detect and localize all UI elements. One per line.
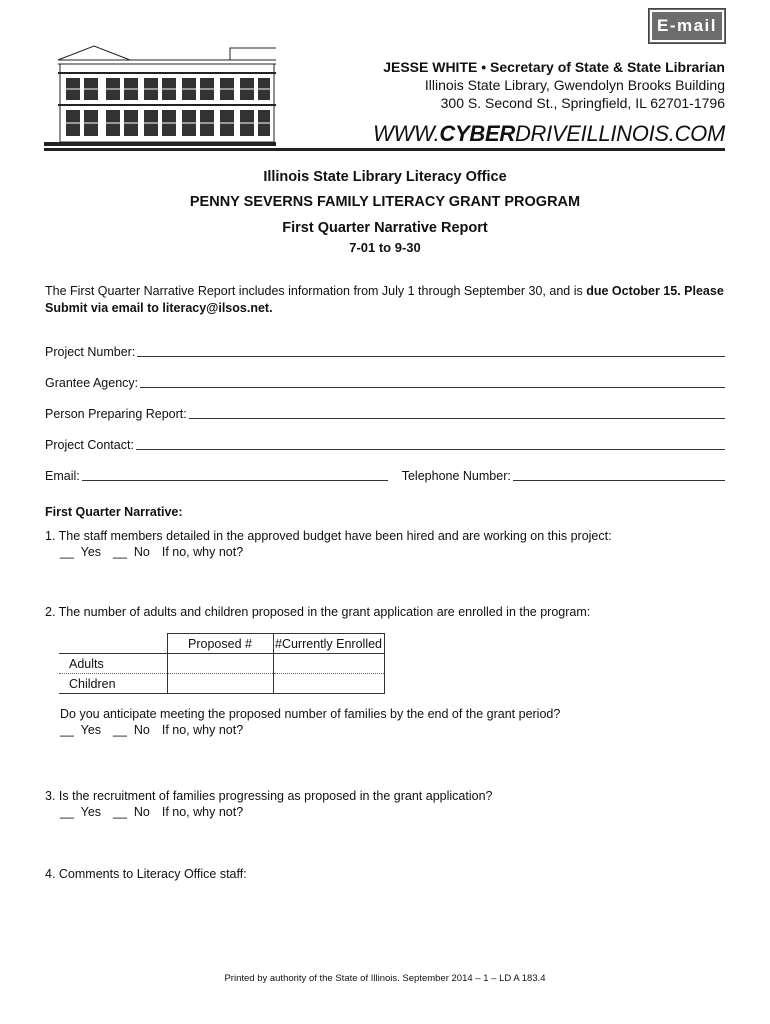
- row-label-children: Children: [59, 674, 167, 694]
- q3-yes-option[interactable]: __ Yes: [60, 805, 102, 819]
- q2b-no-option[interactable]: __ No: [113, 723, 150, 737]
- project-contact-field[interactable]: [136, 437, 725, 450]
- q2b-yes-option[interactable]: __ Yes: [60, 723, 102, 737]
- adults-proposed-cell[interactable]: [167, 654, 273, 674]
- website-bold: CYBER: [439, 121, 515, 146]
- state-library-building-logo: [44, 44, 276, 150]
- question-2b: Do you anticipate meeting the proposed number of families by the end of the grant period?: [60, 707, 561, 721]
- header-address-block: [373, 58, 725, 148]
- question-1-options: [60, 544, 243, 560]
- q3-no-option[interactable]: __ No: [113, 805, 150, 819]
- children-proposed-cell[interactable]: [167, 674, 273, 694]
- question-2: 2. The number of adults and children proposed in the grant application are enrolled in the program:: [45, 605, 591, 619]
- email-label: Email:: [45, 469, 80, 483]
- table-row: [59, 674, 384, 694]
- website-suffix: DRIVEILLINOIS.COM: [514, 121, 725, 146]
- q1-why-not: If no, why not?: [161, 545, 244, 559]
- table-header-enrolled: #Currently Enrolled: [273, 634, 384, 654]
- project-contact-row: [45, 437, 725, 452]
- grantee-agency-field[interactable]: [140, 375, 725, 388]
- footer-print-authority: Printed by authority of the State of Illinois. September 2014 – 1 – LD A 183.4: [224, 973, 546, 984]
- table-header-proposed: Proposed #: [167, 634, 273, 654]
- report-dates: 7-01 to 9-30: [349, 240, 421, 255]
- grantee-agency-label: Grantee Agency:: [45, 376, 139, 390]
- intro-text: The First Quarter Narrative Report includes information from July 1 through September 30, and is: [45, 284, 587, 298]
- row-label-adults: Adults: [59, 654, 167, 674]
- person-preparing-field[interactable]: [189, 406, 725, 419]
- table-header-blank: [59, 634, 167, 654]
- project-number-row: [45, 344, 725, 359]
- header-rule: [44, 148, 725, 151]
- email-telephone-row: [45, 468, 725, 483]
- question-4: 4. Comments to Literacy Office staff:: [45, 867, 247, 881]
- intro-due-note: due October 15. Please Submit via email to literacy@ilsos.net.: [45, 284, 724, 315]
- person-preparing-row: [45, 406, 725, 421]
- q3-why-not: If no, why not?: [161, 805, 244, 819]
- website-prefix: WWW.: [373, 121, 440, 146]
- question-3-options: [60, 804, 243, 820]
- table-row: [59, 654, 384, 674]
- person-preparing-label: Person Preparing Report:: [45, 407, 187, 421]
- telephone-field[interactable]: [513, 468, 725, 481]
- program-title: PENNY SEVERNS FAMILY LITERACY GRANT PROGRAM: [189, 194, 581, 210]
- project-number-field[interactable]: [137, 344, 725, 357]
- email-button[interactable]: E-mail: [648, 8, 726, 44]
- table-header-row: [59, 634, 384, 654]
- telephone-label: Telephone Number:: [401, 469, 511, 483]
- report-title: First Quarter Narrative Report: [282, 220, 488, 236]
- project-number-label: Project Number:: [45, 345, 136, 359]
- q1-yes-option[interactable]: __ Yes: [60, 545, 102, 559]
- secretary-name: JESSE WHITE • Secretary of State & State Librarian: [383, 59, 725, 75]
- narrative-section-title: First Quarter Narrative:: [45, 505, 183, 519]
- grantee-agency-row: [45, 375, 725, 390]
- website-link[interactable]: [373, 120, 725, 148]
- question-1: 1. The staff members detailed in the approved budget have been hired and are working on this project:: [45, 529, 612, 543]
- q2b-why-not: If no, why not?: [161, 723, 244, 737]
- office-title: Illinois State Library Literacy Office: [263, 169, 507, 185]
- project-contact-label: Project Contact:: [45, 438, 134, 452]
- enrollment-table: [59, 633, 385, 694]
- children-enrolled-cell[interactable]: [273, 674, 384, 694]
- adults-enrolled-cell[interactable]: [273, 654, 384, 674]
- email-field[interactable]: [82, 468, 388, 481]
- intro-paragraph: [45, 283, 725, 317]
- q1-no-option[interactable]: __ No: [113, 545, 150, 559]
- question-3: 3. Is the recruitment of families progressing as proposed in the grant application?: [45, 789, 493, 803]
- library-address: 300 S. Second St., Springfield, IL 62701-1796: [440, 95, 725, 111]
- library-building: Illinois State Library, Gwendolyn Brooks Building: [424, 77, 725, 93]
- question-2b-options: [60, 722, 243, 738]
